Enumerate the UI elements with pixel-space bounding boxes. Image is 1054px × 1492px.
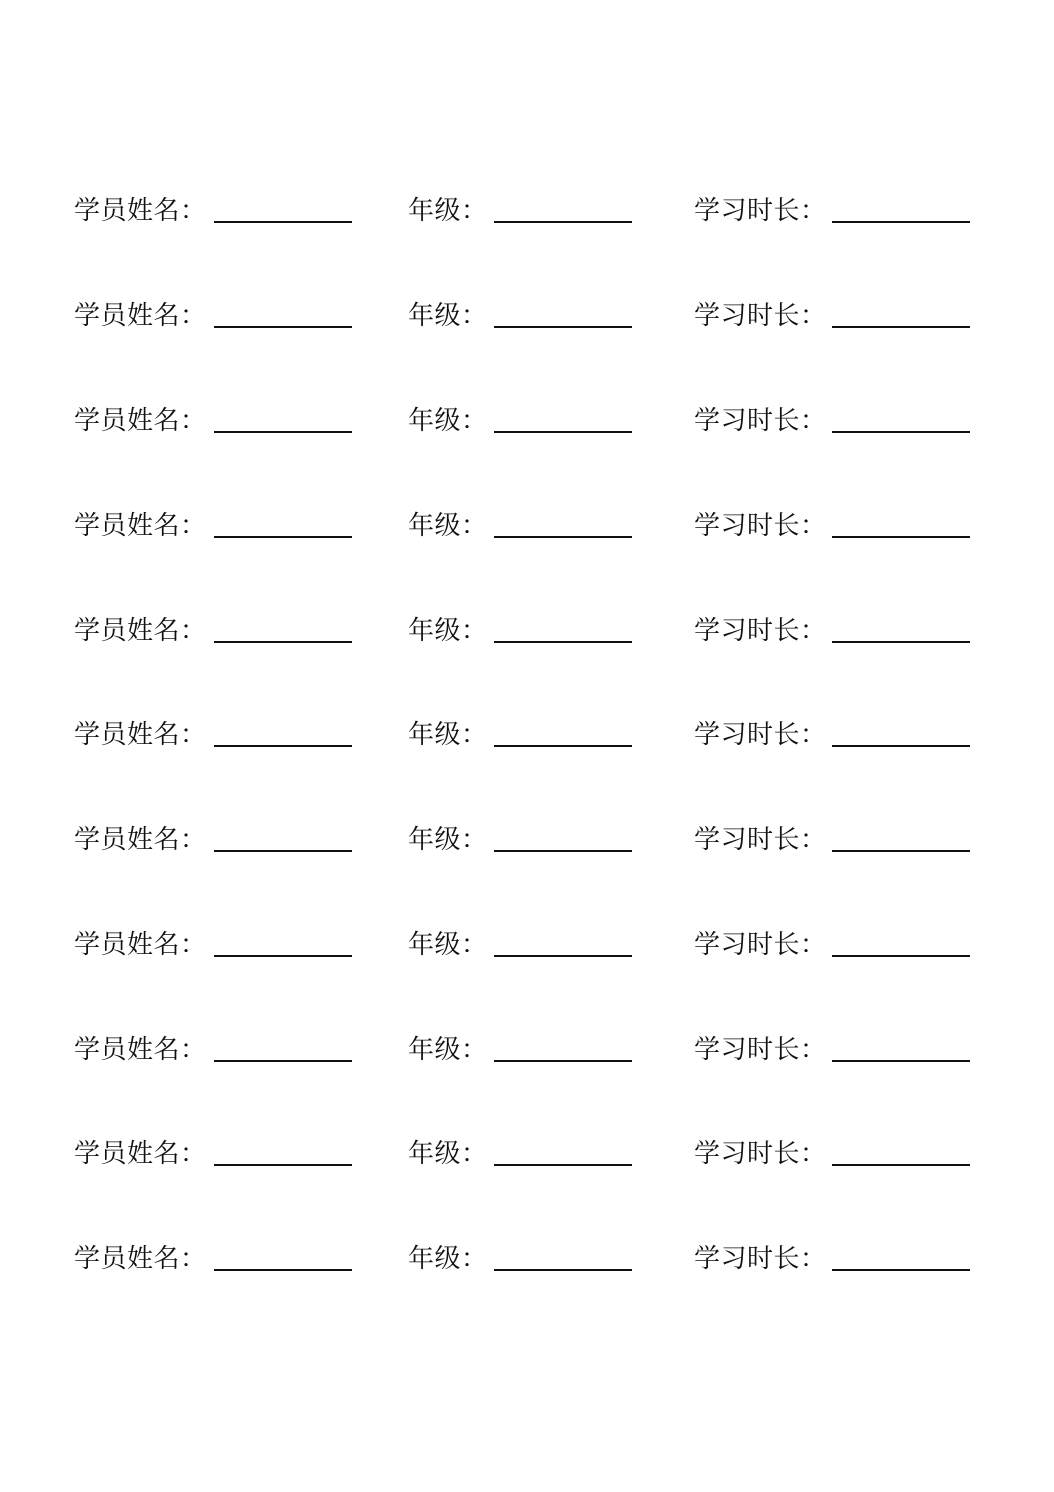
study-duration-label: 学习时长： — [694, 1139, 827, 1169]
form-row — [0, 1134, 1054, 1174]
student-name-label: 学员姓名： — [74, 301, 207, 331]
study-duration-blank-line[interactable] — [832, 745, 970, 747]
study-duration-blank-line[interactable] — [832, 1164, 970, 1166]
student-name-field — [74, 925, 207, 965]
grade-label: 年级： — [408, 825, 488, 855]
student-name-label: 学员姓名： — [74, 1139, 207, 1169]
student-name-blank-line[interactable] — [214, 221, 352, 223]
student-name-label: 学员姓名： — [74, 1244, 207, 1274]
study-duration-field — [694, 1239, 827, 1279]
grade-label: 年级： — [408, 301, 488, 331]
student-name-blank-line[interactable] — [214, 955, 352, 957]
grade-field — [408, 506, 488, 546]
student-name-label: 学员姓名： — [74, 406, 207, 436]
grade-blank-line[interactable] — [494, 850, 632, 852]
study-duration-label: 学习时长： — [694, 511, 827, 541]
study-duration-blank-line[interactable] — [832, 326, 970, 328]
grade-field — [408, 1134, 488, 1174]
grade-label: 年级： — [408, 616, 488, 646]
student-name-field — [74, 820, 207, 860]
grade-label: 年级： — [408, 1139, 488, 1169]
grade-blank-line[interactable] — [494, 1269, 632, 1271]
study-duration-field — [694, 925, 827, 965]
grade-label: 年级： — [408, 1244, 488, 1274]
student-name-field — [74, 296, 207, 336]
form-row — [0, 296, 1054, 336]
grade-field — [408, 191, 488, 231]
study-duration-field — [694, 1134, 827, 1174]
study-duration-label: 学习时长： — [694, 825, 827, 855]
student-name-blank-line[interactable] — [214, 536, 352, 538]
form-row — [0, 611, 1054, 651]
study-duration-field — [694, 820, 827, 860]
student-name-blank-line[interactable] — [214, 641, 352, 643]
grade-label: 年级： — [408, 720, 488, 750]
grade-field — [408, 925, 488, 965]
study-duration-label: 学习时长： — [694, 406, 827, 436]
grade-label: 年级： — [408, 930, 488, 960]
study-duration-field — [694, 296, 827, 336]
study-duration-blank-line[interactable] — [832, 641, 970, 643]
study-duration-field — [694, 1030, 827, 1070]
study-duration-blank-line[interactable] — [832, 955, 970, 957]
grade-label: 年级： — [408, 1035, 488, 1065]
student-name-field — [74, 191, 207, 231]
study-duration-blank-line[interactable] — [832, 536, 970, 538]
study-duration-field — [694, 715, 827, 755]
form-row — [0, 506, 1054, 546]
study-duration-blank-line[interactable] — [832, 221, 970, 223]
student-name-blank-line[interactable] — [214, 745, 352, 747]
form-row — [0, 1030, 1054, 1070]
student-name-blank-line[interactable] — [214, 1269, 352, 1271]
student-name-blank-line[interactable] — [214, 431, 352, 433]
grade-blank-line[interactable] — [494, 745, 632, 747]
grade-field — [408, 1239, 488, 1279]
student-name-field — [74, 1134, 207, 1174]
form-row — [0, 191, 1054, 231]
student-name-label: 学员姓名： — [74, 720, 207, 750]
grade-label: 年级： — [408, 196, 488, 226]
study-duration-blank-line[interactable] — [832, 850, 970, 852]
student-name-label: 学员姓名： — [74, 616, 207, 646]
student-name-field — [74, 611, 207, 651]
study-duration-label: 学习时长： — [694, 1244, 827, 1274]
student-name-blank-line[interactable] — [214, 1164, 352, 1166]
student-name-blank-line[interactable] — [214, 1060, 352, 1062]
form-row — [0, 401, 1054, 441]
grade-blank-line[interactable] — [494, 641, 632, 643]
study-duration-label: 学习时长： — [694, 301, 827, 331]
study-duration-blank-line[interactable] — [832, 431, 970, 433]
grade-field — [408, 820, 488, 860]
study-duration-blank-line[interactable] — [832, 1060, 970, 1062]
form-row — [0, 925, 1054, 965]
student-name-field — [74, 1030, 207, 1070]
grade-blank-line[interactable] — [494, 1164, 632, 1166]
grade-field — [408, 715, 488, 755]
grade-field — [408, 296, 488, 336]
grade-blank-line[interactable] — [494, 1060, 632, 1062]
grade-label: 年级： — [408, 406, 488, 436]
study-duration-label: 学习时长： — [694, 720, 827, 750]
student-name-label: 学员姓名： — [74, 825, 207, 855]
student-name-blank-line[interactable] — [214, 850, 352, 852]
student-name-field — [74, 506, 207, 546]
grade-blank-line[interactable] — [494, 326, 632, 328]
grade-blank-line[interactable] — [494, 536, 632, 538]
student-name-field — [74, 715, 207, 755]
student-name-label: 学员姓名： — [74, 930, 207, 960]
study-duration-label: 学习时长： — [694, 616, 827, 646]
student-name-label: 学员姓名： — [74, 511, 207, 541]
student-name-blank-line[interactable] — [214, 326, 352, 328]
student-name-label: 学员姓名： — [74, 1035, 207, 1065]
study-duration-field — [694, 191, 827, 231]
study-duration-label: 学习时长： — [694, 1035, 827, 1065]
student-name-field — [74, 401, 207, 441]
grade-field — [408, 401, 488, 441]
study-duration-label: 学习时长： — [694, 196, 827, 226]
form-row — [0, 820, 1054, 860]
grade-blank-line[interactable] — [494, 221, 632, 223]
grade-field — [408, 1030, 488, 1070]
grade-blank-line[interactable] — [494, 955, 632, 957]
form-row — [0, 1239, 1054, 1279]
study-duration-blank-line[interactable] — [832, 1269, 970, 1271]
grade-label: 年级： — [408, 511, 488, 541]
grade-blank-line[interactable] — [494, 431, 632, 433]
study-duration-field — [694, 506, 827, 546]
grade-field — [408, 611, 488, 651]
student-name-field — [74, 1239, 207, 1279]
form-row — [0, 715, 1054, 755]
study-duration-label: 学习时长： — [694, 930, 827, 960]
study-duration-field — [694, 611, 827, 651]
study-duration-field — [694, 401, 827, 441]
student-name-label: 学员姓名： — [74, 196, 207, 226]
